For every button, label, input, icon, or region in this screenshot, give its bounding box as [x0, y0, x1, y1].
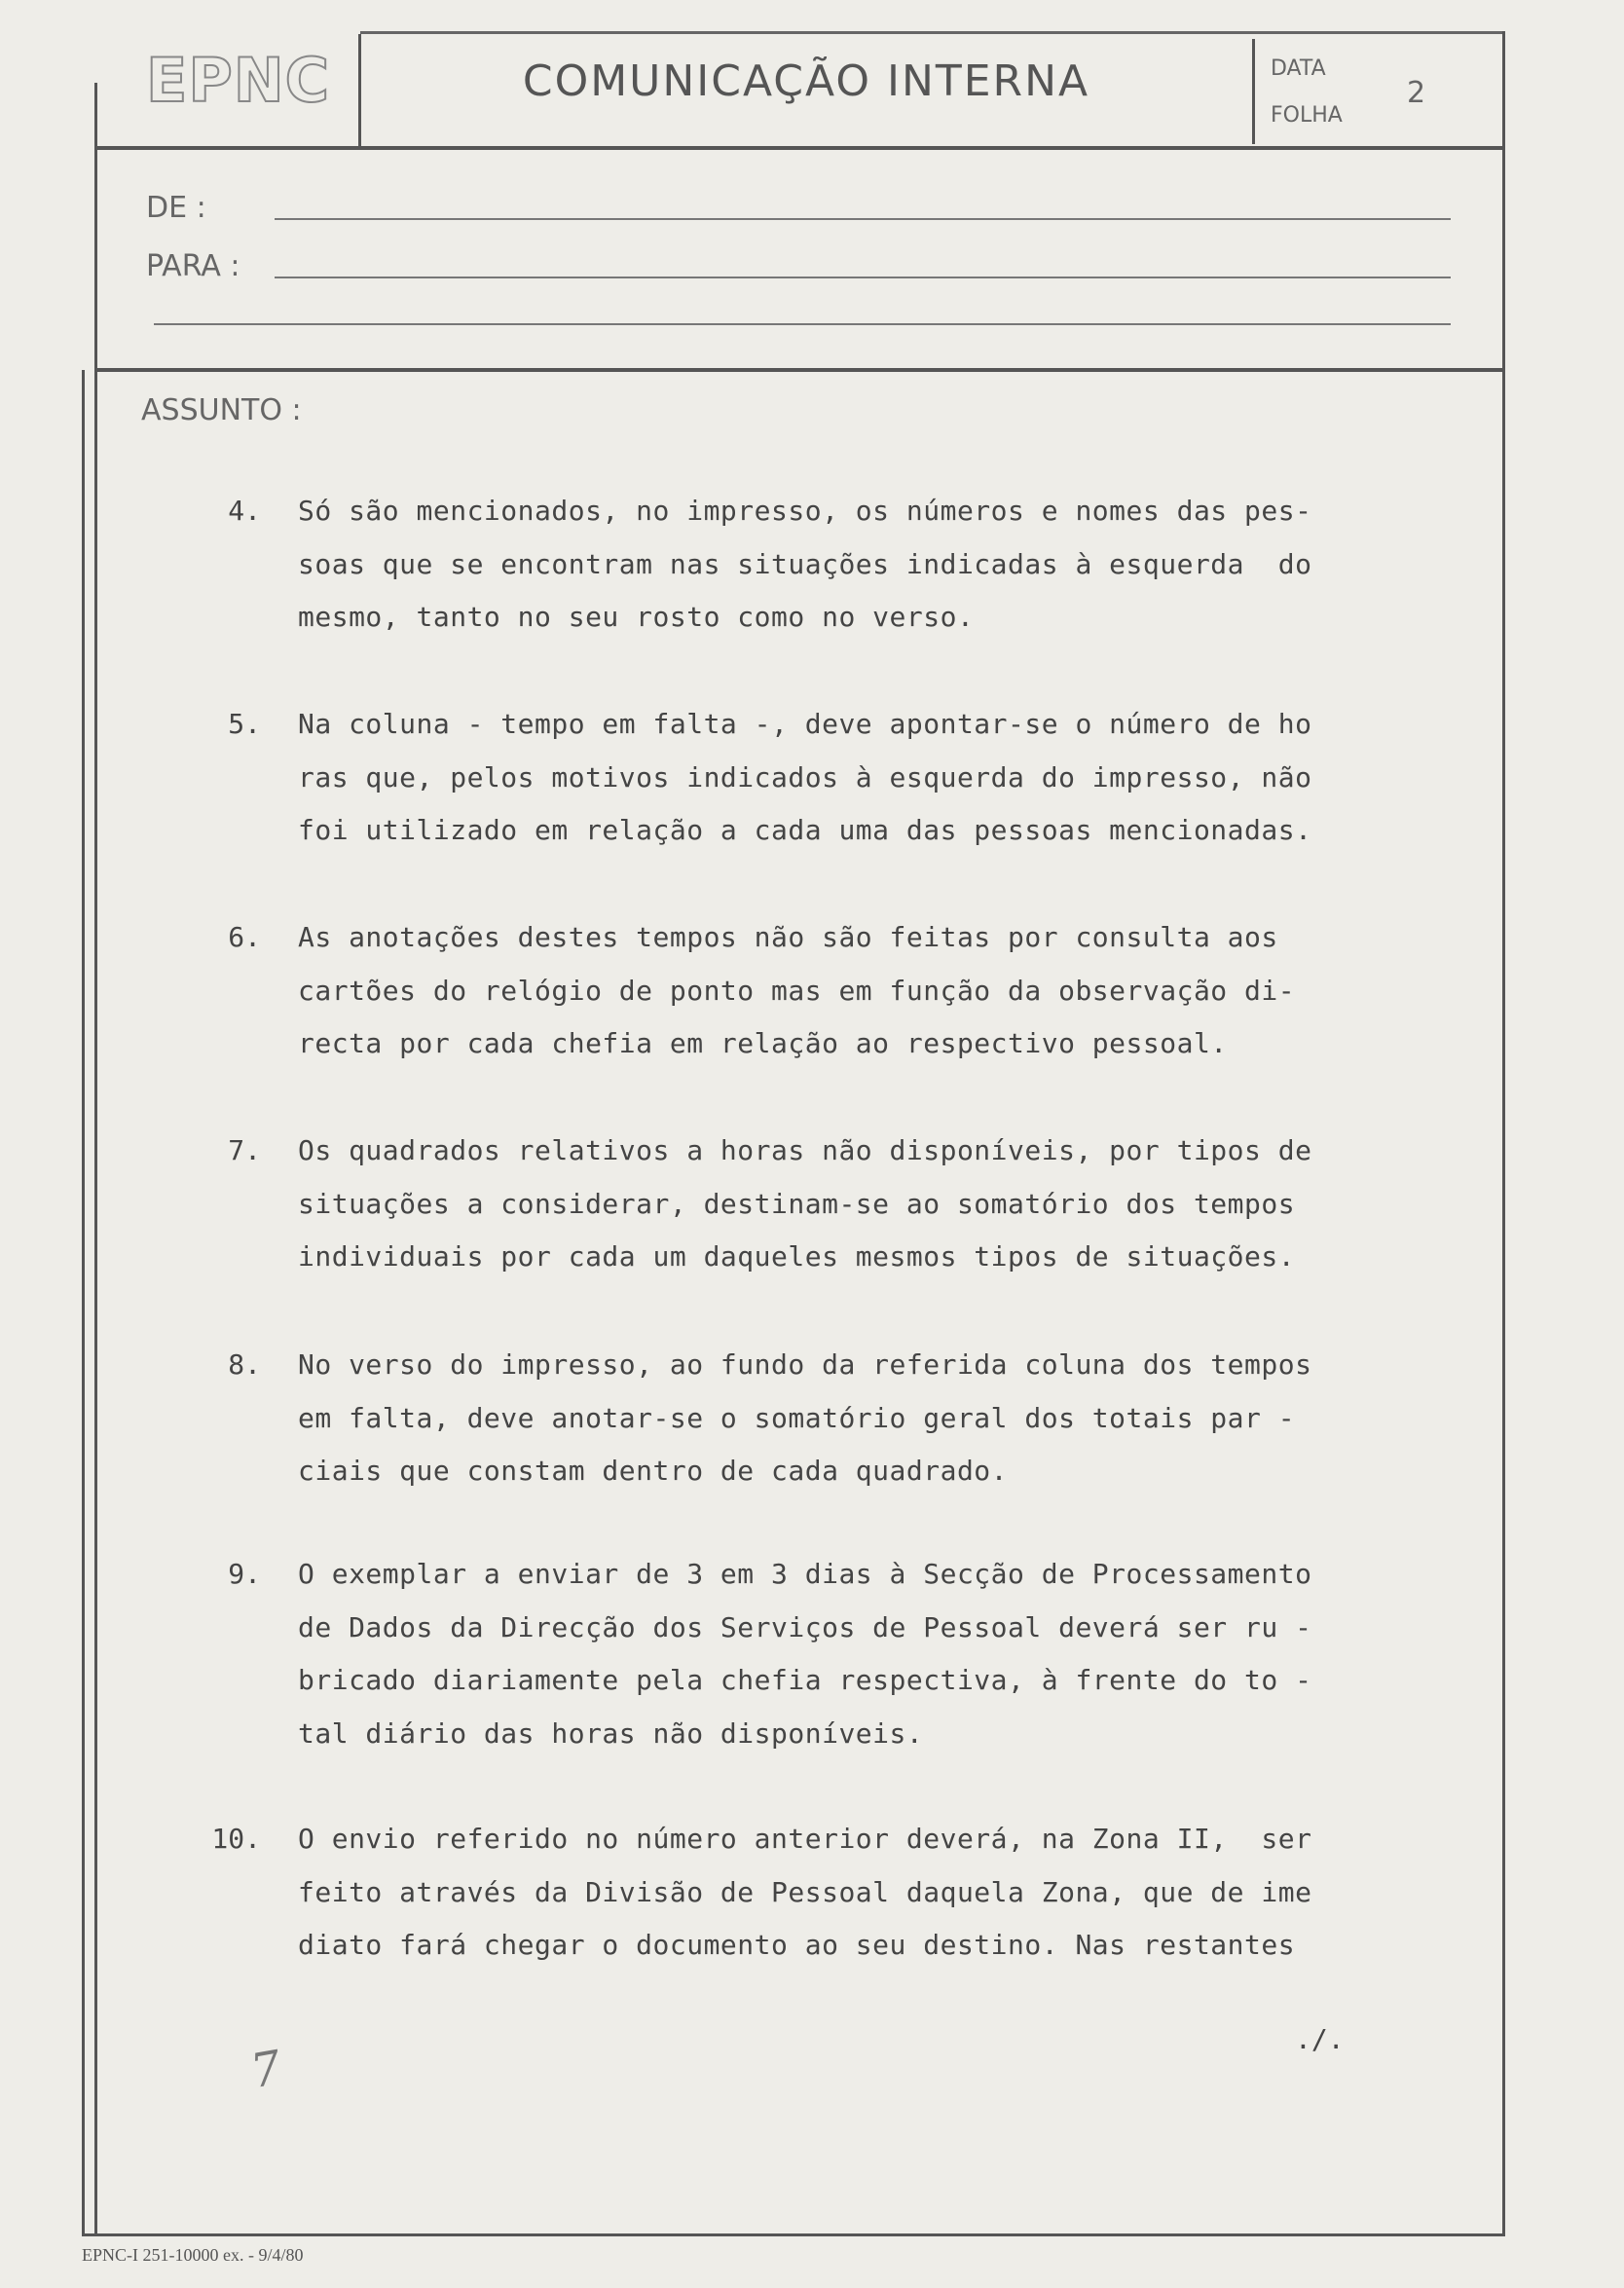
- para-line-2: [154, 323, 1451, 325]
- de-line: [275, 218, 1451, 220]
- item-line: O exemplar a enviar de 3 em 3 dias à Secção de Processamento: [298, 1558, 1312, 1590]
- item-number: 7.: [228, 1134, 261, 1166]
- fields-divider: [94, 368, 1505, 372]
- item-line: No verso do impresso, ao fundo da referida coluna dos tempos: [298, 1348, 1312, 1381]
- item-line: individuais por cada um daqueles mesmos tipos de situações.: [298, 1240, 1296, 1273]
- frame-left-rule: [94, 83, 97, 2236]
- continuation-mark: ./.: [1295, 2023, 1345, 2055]
- item-line: cartões do relógio de ponto mas em função da observação di-: [298, 974, 1296, 1007]
- handwritten-mark: 7: [246, 2040, 286, 2100]
- item-line: situações a considerar, destinam-se ao somatório dos tempos: [298, 1187, 1296, 1220]
- item-line: Só são mencionados, no impresso, os números e nomes das pes-: [298, 495, 1312, 527]
- item-number: 9.: [228, 1558, 261, 1590]
- item-line: feito através da Divisão de Pessoal daquela Zona, que de ime: [298, 1875, 1312, 1908]
- item-line: bricado diariamente pela chefia respectiva, à frente do to -: [298, 1664, 1312, 1696]
- frame-top-rule: [360, 31, 1505, 34]
- data-divider: [1252, 39, 1255, 144]
- form-title: COMUNICAÇÃO INTERNA: [522, 56, 1090, 106]
- item-line: As anotações destes tempos não são feitas por consulta aos: [298, 921, 1278, 953]
- folha-label: FOLHA: [1271, 103, 1343, 128]
- item-line: ciais que constam dentro de cada quadrado.: [298, 1455, 1009, 1487]
- para-line: [275, 277, 1451, 278]
- item-number: 10.: [211, 1823, 261, 1855]
- header-divider: [94, 146, 1505, 150]
- item-line: em falta, deve anotar-se o somatório geral dos totais par -: [298, 1401, 1296, 1434]
- folha-value: 2: [1407, 76, 1426, 110]
- de-label: DE :: [146, 191, 206, 225]
- frame-right-rule: [1502, 31, 1505, 2236]
- item-line: foi utilizado em relação a cada uma das pessoas mencionadas.: [298, 814, 1312, 846]
- frame-bottom-rule: [82, 2233, 1505, 2236]
- item-line: O envio referido no número anterior deverá, na Zona II, ser: [298, 1823, 1312, 1855]
- item-number: 6.: [228, 921, 261, 953]
- frame-left-inner-rule: [82, 370, 85, 2234]
- item-line: recta por cada chefia em relação ao respectivo pessoal.: [298, 1027, 1228, 1059]
- item-number: 8.: [228, 1348, 261, 1381]
- item-line: Os quadrados relativos a horas não disponíveis, por tipos de: [298, 1134, 1312, 1166]
- assunto-label: ASSUNTO :: [141, 393, 302, 427]
- para-label: PARA :: [146, 249, 240, 283]
- item-line: tal diário das horas não disponíveis.: [298, 1716, 924, 1750]
- item-line: ras que, pelos motivos indicados à esquerda do impresso, não: [298, 760, 1312, 793]
- item-number: 4.: [228, 495, 261, 527]
- item-number: 5.: [228, 708, 261, 740]
- item-line: mesmo, tanto no seu rosto como no verso.: [298, 601, 975, 633]
- data-label: DATA: [1271, 56, 1326, 81]
- item-line: soas que se encontram nas situações indicadas à esquerda do: [298, 547, 1312, 580]
- epnc-logo: EPNC: [146, 45, 331, 116]
- form-code: EPNC-I 251-10000 ex. - 9/4/80: [82, 2245, 304, 2265]
- item-line: diato fará chegar o documento ao seu destino. Nas restantes: [298, 1929, 1296, 1961]
- item-line: de Dados da Direcção dos Serviços de Pessoal deverá ser ru -: [298, 1610, 1312, 1643]
- item-line: Na coluna - tempo em falta -, deve apontar-se o número de ho: [298, 708, 1312, 740]
